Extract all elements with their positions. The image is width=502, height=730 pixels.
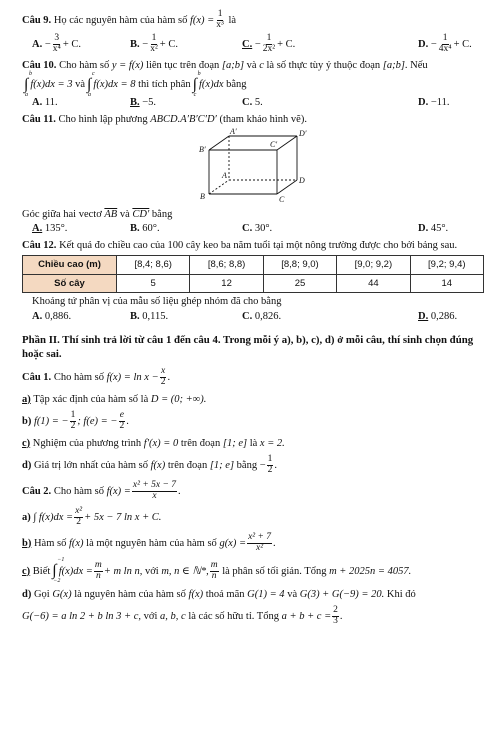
cube-diagram <box>195 128 315 206</box>
q12-option-b[interactable]: B. 0,115. <box>130 310 169 322</box>
q10-integral-1: ∫ b a <box>24 71 32 99</box>
table-row <box>23 255 484 274</box>
cube-figure <box>22 128 488 206</box>
p2q2-func-fraction: $\frac{\text{x² + 5x − 7}}{x}$ <box>132 479 176 501</box>
part-2-title: Phần II. Thí sinh trả lời từ câu 1 đến câu 4. Trong mỗi ý a), b), c), d) ở mỗi câu, thí sinh chọn đúng hoặc sai. <box>22 333 474 360</box>
vertex-d-prime: D′ <box>299 129 307 139</box>
p2q1-item-d[interactable]: d) Giá trị lớn nhất của hàm số f(x) trên đoạn [1; e] bằng − $\frac{1}{2}$ . <box>22 453 278 475</box>
q10-text-2: liên tục trên đoạn <box>146 59 220 71</box>
q11-option-b[interactable]: B. 60°. <box>130 223 160 235</box>
q10-option-c[interactable]: C. 5. <box>242 97 263 109</box>
q11-option-c[interactable]: C. 30°. <box>242 223 273 235</box>
q11-vector-1: $\overline{AB}$ <box>104 209 118 221</box>
q10-text-7: bằng <box>226 79 247 91</box>
table-header-height: Chiều cao (m) <box>23 255 117 274</box>
table-cell: [9,2; 9,4) <box>410 255 483 274</box>
vertex-d: D <box>299 176 305 186</box>
q10-text-6: thì tích phân <box>138 79 191 91</box>
p2q1-label: Câu 1. <box>22 371 52 383</box>
q11-option-d[interactable]: D. 45°. <box>418 223 449 235</box>
table-cell: [9,0; 9,2) <box>337 255 410 274</box>
q9-option-b[interactable]: B. − $\frac{1}{\text{x²}}$ + C. <box>130 32 178 54</box>
q10-int1: f(x)dx = 3 <box>30 79 73 91</box>
p2q1-text: Cho hàm số <box>53 371 104 383</box>
q9-option-a[interactable]: A. − $\frac{3}{\text{x⁴}}$ + C. <box>32 32 82 54</box>
p2q2-integral: ∫ −1 −2 <box>52 557 65 585</box>
q12-after: Khoảng tứ phân vị của mẫu số liệu ghép nhóm đã cho bằng <box>32 296 282 308</box>
height-table <box>22 255 484 294</box>
p2q1-func-fraction: $\frac{x}{2}$ <box>160 365 166 387</box>
q11-vector-2: CD′ <box>132 209 150 221</box>
q10-int2: f(x)dx = 8 <box>93 79 136 91</box>
vertex-a-prime: A′ <box>230 128 237 137</box>
q11-label: Câu 11. <box>22 114 56 126</box>
q9-option-d[interactable]: D. − $\frac{1}{\text{4x⁴}}$ + C. <box>418 32 472 54</box>
q10-text-3: và <box>246 59 257 71</box>
part2-question-2: Câu 2. Cho hàm số f(x) = $\frac{\text{x² + 5x − 7}}{x}$ . a) ∫ f(x)dx = $\frac{\text{x²}}{2}$ + 5x − 7 ln x + C. b) Hàm số f(x) là một nguyên hàm của hàm số g(x) = $\frac{\text{x² + 7}}{\text{x²}}$ . c) Biết ∫ −1 −2 f(x)dx = $\frac{m}{n}$ + m ln n, với m, n ∈ ℕ*, $\frac{m}{n}$ là phân số tối giản. Tổng m + 2025n = 4057. d) Gọi G(x) là nguyên hàm của hàm số f(x) thoả mãn G(1) = 4 và G(3) + G(−9) = 20. Khi đó G(−6) = a ln 2 + b ln 3 + c, với a, b, c là các số hữu tỉ. Tổng a + b + c = $\frac{2}{3}$ . <box>22 481 488 627</box>
p2q2-label: Câu 2. <box>22 485 52 497</box>
table-row <box>23 274 484 293</box>
table-cell: [8,8; 9,0) <box>263 255 336 274</box>
q11-text-4: bằng <box>151 209 173 221</box>
part2-question-1: Câu 1. Cho hàm số f(x) = ln x − $\frac{x}{2}$ . a) Tập xác định của hàm số là D = (0; +∞). b) f(1) = − $\frac{1}{2}$ ; f(e) = − $\frac{e}{2}$ . c) Nghiệm của phương trình f′(x) = 0 trên đoạn [1; e] là x = 2. d) Giá trị lớn nhất của hàm số f(x) trên đoạn [1; e] bằng − $\frac{1}{2}$ . <box>22 367 488 476</box>
p2q2-item-d[interactable]: d) Gọi G(x) là nguyên hàm của hàm số f(x) thoả mãn G(1) = 4 và G(3) + G(−9) = 20. Khi đó G(−6) = a ln 2 + b ln 3 + c, với a, b, c là các số hữu tỉ. Tổng a + b + c = $\frac{2}{3}$ . <box>22 588 416 626</box>
q12-text: Kết quả đo chiều cao của 100 cây keo ba năm tuổi tại một nông trường được cho bởi bảng sau. <box>59 239 458 251</box>
q10-text: Cho hàm số <box>59 59 110 71</box>
table-cell: 44 <box>337 274 410 293</box>
q10-option-d[interactable]: D. −11. <box>418 97 450 109</box>
table-cell: 25 <box>263 274 336 293</box>
vertex-b: B <box>200 192 205 202</box>
question-11 <box>22 113 488 235</box>
q11-option-a[interactable]: A. 135°. <box>32 223 68 235</box>
p2q2-item-a[interactable]: a) ∫ f(x)dx = $\frac{\text{x²}}{2}$ + 5x − 7 ln x + C. <box>22 505 162 527</box>
vertex-c: C <box>279 195 285 205</box>
question-12 <box>22 239 488 323</box>
p2q1-func: f(x) = ln x − <box>106 371 159 383</box>
q12-option-d[interactable]: D. 0,286. <box>418 310 458 322</box>
question-10: Câu 10. Cho hàm số y = f(x) liên tục trên đoạn [a;b] và c là số thực tùy ý thuộc đoạn [a;b]. Nếu ∫ b a f(x)dx = 3 và ∫ c a f(x)dx = 8 thì tích phân ∫ b c f(x)dx bằng A. 11. B. −5. C. 5. D. −11. <box>22 59 488 109</box>
p2q2-text: Cho hàm số <box>53 485 104 497</box>
q11-text-3: Góc giữa hai vectơ <box>22 209 102 221</box>
q9-tail: là <box>228 14 237 26</box>
q10-option-a[interactable]: A. 11. <box>32 97 58 109</box>
q11-options <box>22 222 488 235</box>
q10-c: c <box>259 59 264 71</box>
table-cell: 14 <box>410 274 483 293</box>
q9-option-c[interactable]: C. − $\frac{1}{\text{2x²}}$ + C. <box>242 32 296 54</box>
q12-options <box>22 310 488 323</box>
q10-text-5: Nếu <box>410 59 428 71</box>
table-cell: 12 <box>190 274 263 293</box>
q10-integral-3: ∫ b c <box>192 71 201 99</box>
q9-label: Câu 9. <box>22 14 52 26</box>
q10-segment-2: [a;b] <box>382 59 405 71</box>
q11-text: Cho hình lập phương <box>58 114 148 126</box>
p2q1-item-a[interactable]: a) Tập xác định của hàm số là D = (0; +∞). <box>22 393 207 405</box>
q10-options <box>22 96 488 109</box>
q11-cube-name: ABCD.A′B′C′D′ <box>150 114 217 126</box>
q12-option-c[interactable]: C. 0,826. <box>242 310 282 322</box>
q12-option-a[interactable]: A. 0,886. <box>32 310 72 322</box>
q10-text-4: là số thực tùy ý thuộc đoạn <box>266 59 381 71</box>
q9-options <box>22 34 488 55</box>
table-cell: [8,4; 8,6) <box>117 255 190 274</box>
q10-and: và <box>75 79 86 91</box>
q11-and: và <box>119 209 130 221</box>
vertex-b-prime: B′ <box>199 145 206 155</box>
question-9 <box>22 10 488 55</box>
p2q2-item-c[interactable]: c) Biết ∫ −1 −2 f(x)dx = $\frac{m}{n}$ + m ln n, với m, n ∈ ℕ*, $\frac{m}{n}$ là phân số tối giản. Tổng m + 2025n = 4057. <box>22 557 412 585</box>
q10-int3: f(x)dx <box>199 79 224 91</box>
p2q2-func: f(x) = <box>106 485 131 497</box>
q10-func: y = f(x) <box>111 59 144 71</box>
q11-text-2: (tham khảo hình vẽ). <box>219 114 307 126</box>
table-cell: [8,6; 8,8) <box>190 255 263 274</box>
table-cell: 5 <box>117 274 190 293</box>
vertex-a: A <box>222 171 227 181</box>
q10-integral-2: ∫ c a <box>87 71 95 99</box>
p2q1-item-c[interactable]: c) Nghiệm của phương trình f′(x) = 0 trên đoạn [1; e] là x = 2. <box>22 437 285 449</box>
q10-option-b[interactable]: B. −5. <box>130 97 157 109</box>
q9-func: f(x) = <box>189 14 215 26</box>
q10-label: Câu 10. <box>22 59 57 71</box>
q9-text: Họ các nguyên hàm của hàm số <box>53 14 188 26</box>
q10-segment: [a;b] <box>221 59 245 71</box>
vertex-c-prime: C′ <box>270 140 278 150</box>
q9-func-fraction: $\frac{1}{\text{x³}}$ <box>216 9 224 30</box>
p2q2-item-b[interactable]: b) Hàm số f(x) là một nguyên hàm của hàm số g(x) = $\frac{\text{x² + 7}}{\text{x²}}$ . <box>22 531 276 553</box>
table-header-count: Số cây <box>23 274 117 293</box>
p2q1-item-b[interactable]: b) f(1) = − $\frac{1}{2}$ ; f(e) = − $\frac{e}{2}$ . <box>22 409 129 431</box>
q12-label: Câu 12. <box>22 239 57 251</box>
